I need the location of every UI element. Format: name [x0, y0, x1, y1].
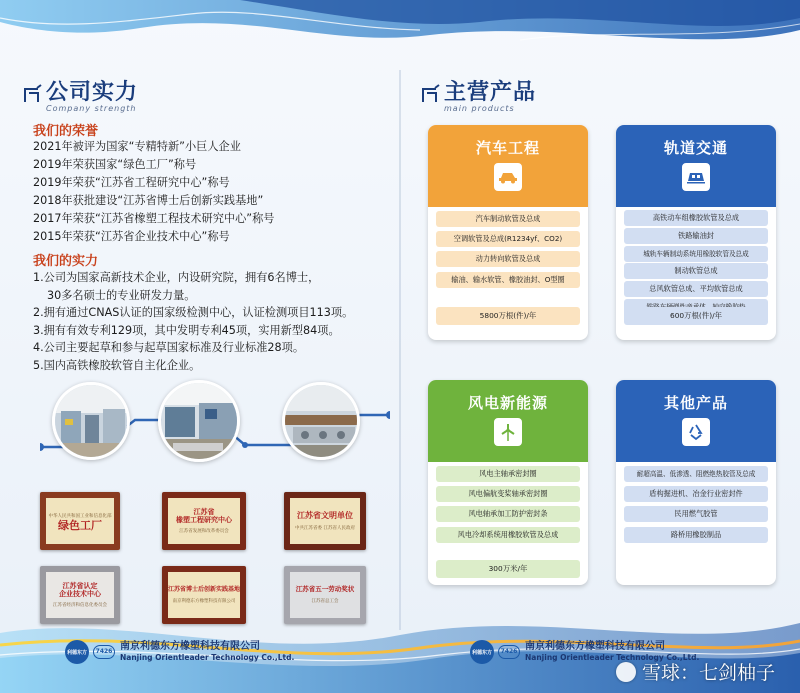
product-card-other: [616, 380, 776, 585]
product-item: 民用燃气胶管: [624, 506, 768, 522]
product-item: 风电主轴承密封圈: [436, 466, 580, 482]
arrow-mark-icon: [22, 84, 42, 104]
car-icon: [494, 163, 522, 191]
product-item: 风电轴承加工防护密封条: [436, 506, 580, 522]
product-item: 空调软管及总成(R1234yf、CO2): [436, 231, 580, 247]
product-item: 路桥用橡胶制品: [624, 527, 768, 543]
train-icon: [682, 163, 710, 191]
company-strength-header: [22, 80, 139, 113]
capacity-label: 5800万根(件)/年: [436, 307, 580, 325]
product-card-rail-transit: [616, 125, 776, 340]
main-products-header: [420, 80, 537, 113]
company-logo: 利德东方: [470, 640, 494, 664]
footer-brand-left: [65, 640, 294, 664]
product-item: 制动软管总成: [624, 263, 768, 279]
xueqiu-logo-icon: [616, 662, 636, 682]
company-strength-title: 公司实力: [46, 80, 139, 105]
plaque-title: 江苏省博士后创新实践基地: [168, 586, 241, 594]
honor-item: 2019年荣获国家“绿色工厂”称号: [33, 158, 197, 171]
arrow-mark-icon: [420, 84, 440, 104]
laboratory-photo: [158, 380, 240, 462]
plaque-issuer: 江苏省经济和信息化委员会: [53, 603, 107, 609]
card-title: 汽车工程: [475, 139, 540, 157]
production-line-photo: [282, 382, 360, 460]
card-title: 轨道交通: [663, 139, 728, 157]
card-header: [428, 125, 588, 207]
strength-item: 4.公司主要起草和参与起草国家标准及行业标准28项。: [33, 341, 305, 354]
strength-list: [33, 269, 353, 374]
center-fold-line: [399, 70, 401, 630]
award-plaque: [162, 492, 246, 550]
company-name-en: Nanjing Orientleader Technology Co.,Ltd.: [525, 653, 700, 662]
plaque-title: 江苏省五一劳动奖状: [295, 585, 355, 594]
product-item: 动力转向软管及总成: [436, 251, 580, 267]
plaque-issuer: 中华人民共和国工业和信息化部: [48, 514, 112, 520]
product-item: 高铁动车组橡胶软管及总成: [624, 210, 768, 226]
award-plaque: [40, 492, 120, 550]
main-products-subtitle: main products: [444, 104, 515, 113]
plaque-issuer: 江苏省发展和改革委员会: [179, 529, 229, 535]
honor-item: 2018年获批建设“江苏省博士后创新实践基地”: [33, 194, 264, 207]
product-item: 耐超高温、低渗透、阻燃绝热胶管及总成: [624, 466, 768, 482]
strength-item: 1.公司为国家高新技术企业，内设研究院，拥有6名博士，: [33, 271, 320, 284]
strength-item: 5.国内高铁橡胶软管自主化企业。: [33, 358, 201, 372]
company-badge: 7426: [93, 645, 115, 659]
plaque-title: 绿色工厂: [58, 519, 102, 533]
company-name-zh: 南京利德东方橡塑科技有限公司: [120, 641, 260, 652]
product-item: 风电冷却系统用橡胶软管及总成: [436, 527, 580, 543]
product-item: 风电偏航变桨轴承密封圈: [436, 486, 580, 502]
wind-turbine-icon: [494, 418, 522, 446]
product-card-automotive: [428, 125, 588, 340]
factory-photo: [52, 382, 130, 460]
plaque-title: 江苏省文明单位: [297, 510, 353, 521]
strength-item: 30多名硕士的专业研发力量。: [47, 288, 196, 302]
product-item: 总风软管总成、平均软管总成: [624, 281, 768, 297]
main-products-title: 主营产品: [444, 80, 537, 105]
strength-item: 3.拥有有效专利129项，其中发明专利45项，实用新型84项。: [33, 323, 340, 337]
company-name-zh: 南京利德东方橡塑科技有限公司: [525, 641, 665, 652]
card-header: [616, 380, 776, 462]
product-item: 铁路输油封: [624, 228, 768, 244]
strength-title: 我们的实力: [33, 254, 99, 269]
company-strength-subtitle: Company strength: [46, 104, 137, 113]
product-item: 输油、输水软管、橡胶油封、O型圈: [436, 272, 580, 288]
honor-item: 2017年荣获“江苏省橡塑工程技术研究中心”称号: [33, 212, 275, 225]
award-plaque: [284, 492, 366, 550]
top-wave-decoration: [0, 0, 800, 75]
card-header: [428, 380, 588, 462]
plaque-title: 江苏省 橡塑工程研究中心: [176, 506, 232, 524]
card-title: 其他产品: [663, 394, 728, 412]
honors-list: [33, 138, 274, 246]
capacity-label: 300万米/年: [436, 560, 580, 578]
card-header: [616, 125, 776, 207]
recycle-icon: [682, 418, 710, 446]
product-item: 盾构掘进机、冶金行业密封件: [624, 486, 768, 502]
honor-item: 2019年荣获“江苏省工程研究中心”称号: [33, 176, 230, 189]
product-card-wind-energy: [428, 380, 588, 585]
watermark: [616, 658, 775, 685]
plaque-issuer: 中共江苏省委 江苏省人民政府: [295, 525, 355, 531]
honor-item: 2021年被评为国家“专精特新”小巨人企业: [33, 140, 241, 153]
company-logo: 利德东方: [65, 640, 89, 664]
honors-title: 我们的荣誉: [33, 124, 99, 139]
plaque-issuer: 江苏省总工会: [311, 598, 339, 604]
honor-item: 2015年荣获“江苏省企业技术中心”称号: [33, 230, 230, 243]
plaque-issuer: 南京利德东方橡塑科技有限公司: [172, 598, 236, 604]
company-name-en: Nanjing Orientleader Technology Co.,Ltd.: [120, 653, 295, 662]
strength-item: 2.拥有通过CNAS认证的国家级检测中心，认证检测项目113项。: [33, 306, 354, 319]
plaque-title: 江苏省认定 企业技术中心: [59, 580, 101, 598]
watermark-text: 雪球：七剑柚子: [641, 662, 775, 684]
company-badge: 7426: [498, 645, 520, 659]
card-title: 风电新能源: [467, 394, 548, 412]
product-item: 汽车制动软管及总成: [436, 211, 580, 227]
capacity-label: 600万根(件)/年: [624, 307, 768, 325]
product-item: 城轨车辆制动系统用橡胶软管及总成: [624, 246, 768, 262]
